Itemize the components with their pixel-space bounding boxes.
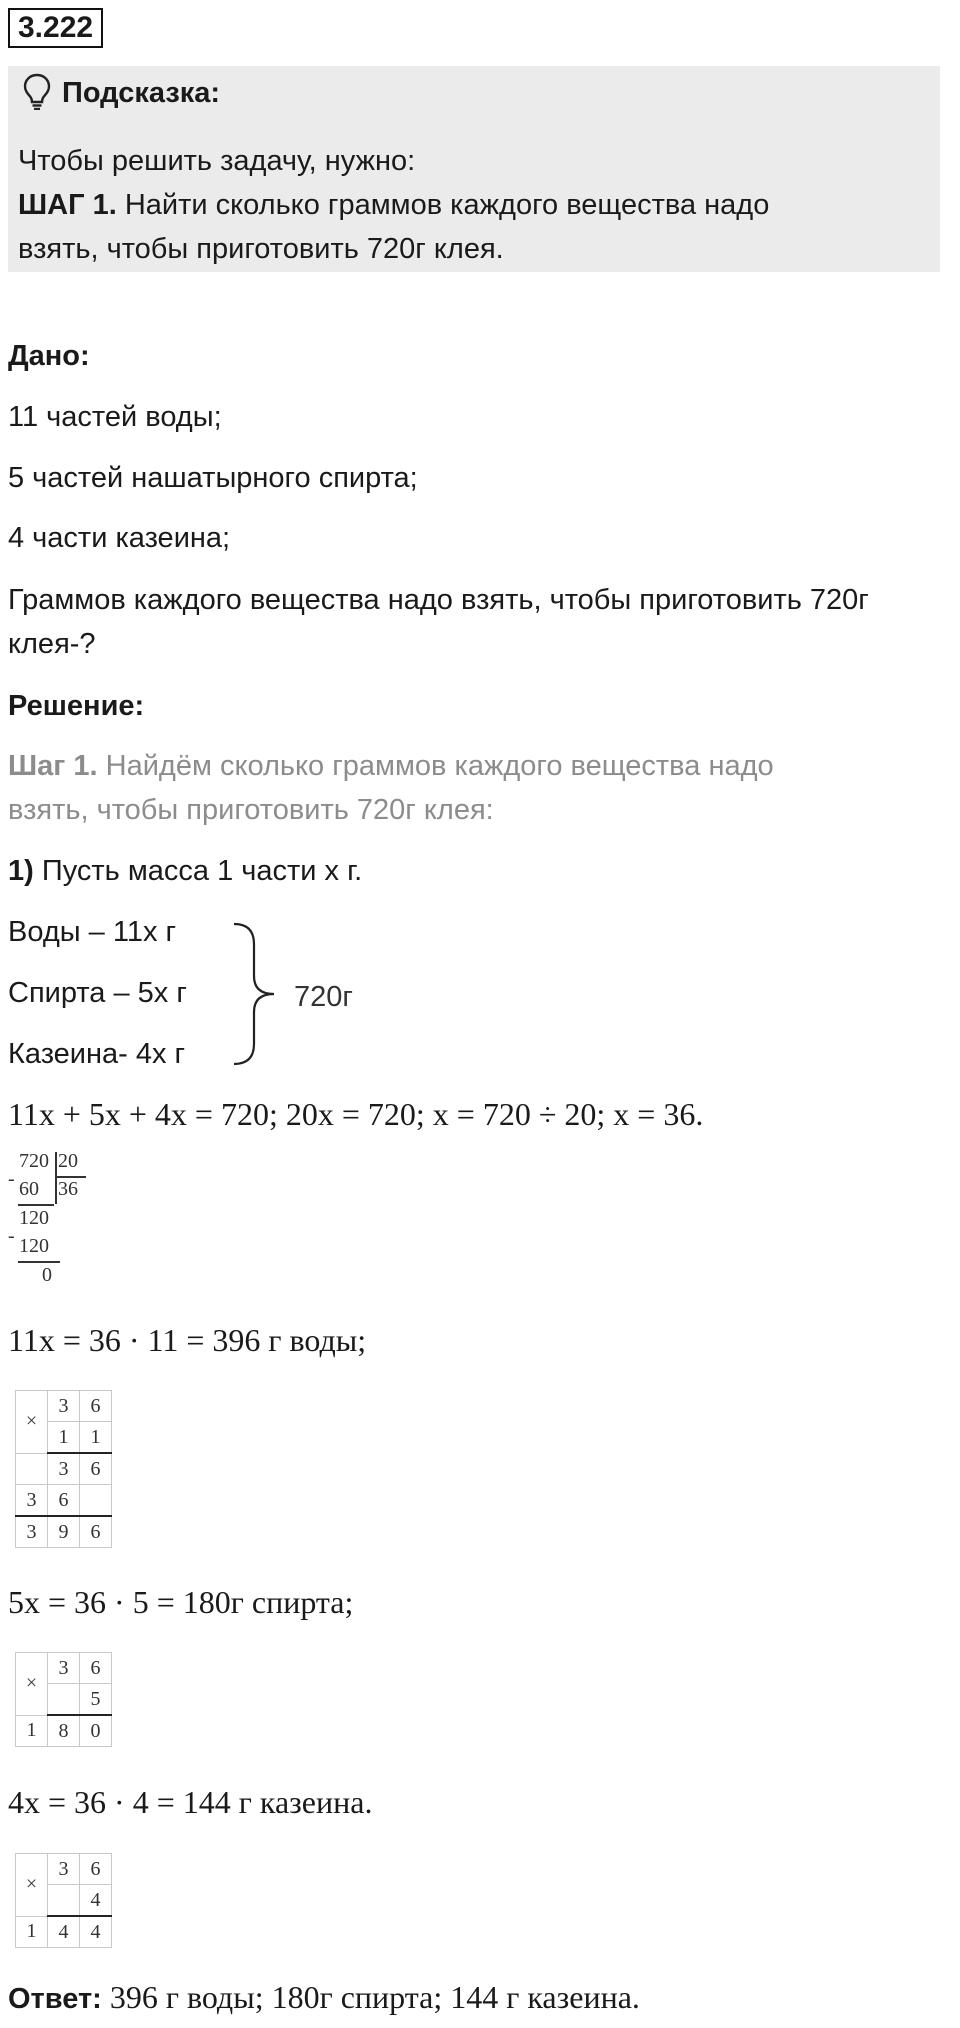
hint-line: Чтобы решить задачу, нужно: [18, 145, 416, 177]
division-minus-2: - [8, 1225, 15, 1247]
part-water: Воды – 11x г [8, 916, 177, 948]
multiplication-table-casein [15, 1853, 112, 1948]
main-equation: 11x + 5x + 4x = 720; 20x = 720; x = 720 ÷ 20; x = 36. [8, 1096, 704, 1132]
task-number: 3.222 [8, 8, 103, 48]
table-cell: 6 [48, 1485, 80, 1517]
division-minus-1: - [8, 1168, 15, 1190]
multiplication-table-spirit [15, 1652, 112, 1747]
table-cell [48, 1885, 80, 1917]
table-cell: 1 [80, 1422, 112, 1454]
part-casein: Казеина- 4x г [8, 1038, 186, 1070]
table-cell: 6 [80, 1516, 112, 1548]
lightbulb-icon [22, 72, 52, 110]
division-quotient: 36 [58, 1178, 78, 1200]
given-item-casein: 4 части казеина; [8, 522, 231, 554]
table-cell: 4 [80, 1916, 112, 1948]
hint-step [18, 184, 769, 226]
hint-step-label: ШАГ 1. [18, 189, 117, 221]
hint-step-text: Найти сколько граммов каждого вещества надо [116, 189, 770, 221]
table-cell: 5 [80, 1684, 112, 1716]
table-cell [16, 1453, 48, 1485]
hint-title: Подсказка: [62, 77, 221, 109]
division-subtrahend-1: 60 [19, 1178, 39, 1200]
division-line-2 [18, 1261, 60, 1263]
solution-title: Решение: [8, 690, 145, 722]
solution-step-text: Найдём сколько граммов каждого вещества надо [97, 750, 774, 782]
given-title: Дано: [8, 340, 90, 372]
division-remainder-1: 120 [19, 1207, 49, 1229]
answer-label: Ответ: [8, 1983, 102, 2015]
table-cell: 3 [48, 1391, 80, 1422]
table-cell [80, 1485, 112, 1517]
brace-total: 720г [294, 981, 353, 1013]
table-cell: 1 [16, 1916, 48, 1948]
given-item-spirit: 5 частей нашатырного спирта; [8, 462, 418, 494]
division-subtrahend-2: 120 [19, 1235, 49, 1257]
division-line-1 [18, 1204, 54, 1206]
given-question-cont: клея-? [8, 628, 96, 660]
point-text: Пусть масса 1 части x г. [33, 855, 363, 887]
solution-step-text-cont: взять, чтобы приготовить 720г клея: [8, 794, 494, 826]
table-cell: 6 [80, 1854, 112, 1885]
table-cell: 9 [48, 1516, 80, 1548]
table-cell: 3 [48, 1453, 80, 1485]
answer-text: 396 г воды; 180г спирта; 144 г казеина. [101, 1979, 640, 2015]
table-cell: 3 [48, 1854, 80, 1885]
division-vertical-line [55, 1152, 57, 1204]
division-remainder-2: 0 [42, 1264, 52, 1286]
table-cell: 3 [48, 1653, 80, 1684]
table-cell: 4 [48, 1916, 80, 1948]
answer [8, 1975, 640, 2020]
multiplication-table-water [15, 1390, 112, 1548]
table-cell: 8 [48, 1715, 80, 1747]
calc-water: 11x = 36 · 11 = 396 г воды; [8, 1322, 367, 1358]
multiply-sign: × [16, 1854, 48, 1917]
table-cell: 6 [80, 1391, 112, 1422]
division-divisor: 20 [58, 1150, 78, 1172]
table-cell: 3 [16, 1485, 48, 1517]
table-cell: 1 [48, 1422, 80, 1454]
part-spirit: Спирта – 5x г [8, 977, 187, 1009]
table-cell: 4 [80, 1885, 112, 1917]
calc-spirit: 5x = 36 · 5 = 180г спирта; [8, 1584, 354, 1620]
multiply-sign: × [16, 1391, 48, 1454]
calc-casein: 4x = 36 · 4 = 144 г казеина. [8, 1784, 373, 1820]
curly-brace-icon [228, 918, 282, 1070]
table-cell: 3 [16, 1516, 48, 1548]
table-cell [48, 1684, 80, 1716]
table-cell: 6 [80, 1653, 112, 1684]
long-division [8, 1150, 98, 1290]
table-cell: 6 [80, 1453, 112, 1485]
division-dividend: 720 [19, 1150, 49, 1172]
solution-point [8, 850, 362, 892]
given-question: Граммов каждого вещества надо взять, чтобы приготовить 720г [8, 584, 869, 616]
multiply-sign: × [16, 1653, 48, 1716]
table-cell: 0 [80, 1715, 112, 1747]
table-cell: 1 [16, 1715, 48, 1747]
solution-step [8, 745, 774, 787]
hint-step-text-cont: взять, чтобы приготовить 720г клея. [18, 233, 504, 265]
solution-step-label: Шаг 1. [8, 750, 98, 782]
point-label: 1) [8, 855, 34, 887]
given-item-water: 11 частей воды; [8, 401, 222, 433]
